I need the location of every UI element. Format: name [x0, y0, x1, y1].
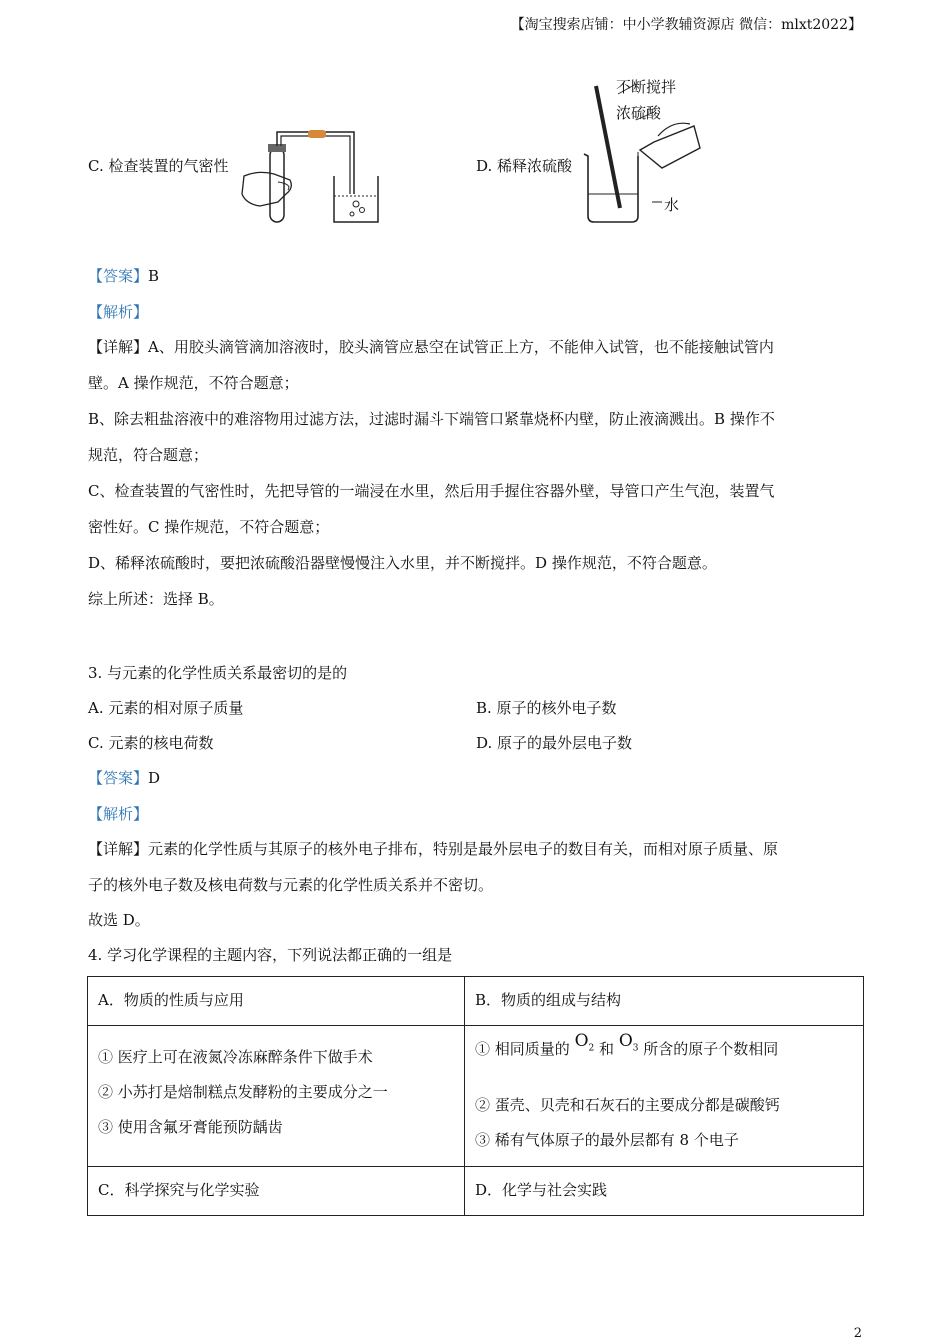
answer-tag: 【答案】 [88, 769, 149, 787]
q4-cell-d-title: D．化学与社会实践 [465, 1167, 864, 1216]
q3-detail-line-1 [88, 839, 778, 859]
answer-tag: 【答案】 [88, 267, 149, 285]
q2-detail-line-2: 壁。A 操作规范，不符合题意； [88, 374, 299, 392]
store-header: 【淘宝搜索店铺：中小学教辅资源店 微信：mlxt2022】 [510, 17, 862, 33]
q2-detail-line-7: D、稀释浓硫酸时，要把浓硫酸沿器壁慢慢注入水里，并不断搅拌。D 操作规范，不符合题意。 [88, 554, 717, 572]
subscript-3: 3 [632, 1043, 639, 1054]
q4-a-item-2: ② 小苏打是焙制糕点发酵粉的主要成分之一 [98, 1083, 388, 1101]
oxygen-symbol: O [618, 1031, 633, 1051]
oxygen-symbol: O [574, 1031, 589, 1051]
q3-option-d: D. 原子的最外层电子数 [476, 734, 633, 752]
q3-detail-line-2: 子的核外电子数及核电荷数与元素的化学性质关系并不密切。 [88, 876, 494, 894]
q4-options-table [87, 976, 864, 1216]
q4-cell-b-body [465, 1026, 864, 1167]
answer-value: D [148, 769, 161, 787]
q3-analysis-tag: 【解析】 [88, 805, 149, 823]
q4-b-item-1 [475, 1031, 779, 1061]
b-item1-prefix: ① 相同质量的 [475, 1040, 570, 1058]
detail-tag: 【详解】 [88, 840, 149, 858]
q4-b-item-3: ③ 稀有气体原子的最外层都有 8 个电子 [475, 1131, 739, 1149]
q4-cell-a-title: A．物质的性质与应用 [88, 977, 465, 1026]
q3-option-b: B. 原子的核外电子数 [476, 699, 617, 717]
q3-answer [88, 768, 160, 788]
q2-detail-line-6: 密性好。C 操作规范，不符合题意； [88, 518, 330, 536]
q4-a-item-1: ① 医疗上可在液氮冷冻麻醉条件下做手术 [98, 1048, 373, 1066]
page-number: 2 [853, 1326, 862, 1341]
answer-value: B [148, 267, 160, 285]
option-d-label: D. 稀释浓硫酸 [476, 157, 573, 175]
analysis-tag: 【解析】 [88, 303, 149, 321]
q4-b-item-2: ② 蛋壳、贝壳和石灰石的主要成分都是碳酸钙 [475, 1096, 780, 1114]
q3-conclusion: 故选 D。 [88, 911, 150, 929]
q4-cell-b-title: B．物质的组成与结构 [465, 977, 864, 1026]
q4-a-item-3: ③ 使用含氟牙膏能预防龋齿 [98, 1118, 283, 1136]
detail-tag: 【详解】 [88, 338, 149, 356]
acid-label: 浓硫酸 [616, 104, 662, 122]
o2-formula [575, 1031, 595, 1053]
airtightness-apparatus-figure [240, 124, 388, 226]
water-label: 水 [664, 196, 680, 214]
detail-text: A、用胶头滴管滴加溶液时，胶头滴管应悬空在试管正上方，不能伸入试管，也不能接触试管内 [148, 338, 774, 356]
subscript-2: 2 [588, 1043, 595, 1054]
stir-label: 不断搅拌 [616, 78, 677, 96]
q2-detail-line-5: C、检查装置的气密性时，先把导管的一端浸在水里，然后用手握住容器外壁，导管口产生气泡，装置气 [88, 482, 775, 500]
q4-cell-a-body [88, 1026, 465, 1167]
q3-option-c: C. 元素的核电荷数 [88, 734, 214, 752]
b-item1-suffix: 所含的原子个数相同 [643, 1040, 779, 1058]
q3-stem: 3. 与元素的化学性质关系最密切的是的 [88, 664, 348, 682]
detail-text: 元素的化学性质与其原子的核外电子排布，特别是最外层电子的数目有关，而相对原子质量、原 [148, 840, 779, 858]
q2-detail-line-4: 规范，符合题意； [88, 446, 209, 464]
q2-conclusion: 综上所述：选择 B。 [88, 590, 224, 608]
q2-answer [88, 266, 159, 286]
q2-detail-line-1 [88, 337, 774, 357]
q2-detail-line-3: B、除去粗盐溶液中的难溶物用过滤方法，过滤时漏斗下端管口紧靠烧杯内壁，防止液滴溅出。B 操作不 [88, 410, 775, 428]
q4-stem: 4. 学习化学课程的主题内容，下列说法都正确的一组是 [88, 946, 453, 964]
dilute-sulfuric-acid-figure [578, 76, 708, 224]
q4-cell-c-title: C．科学探究与化学实验 [88, 1167, 465, 1216]
o3-formula [619, 1031, 639, 1053]
option-c-label: C. 检查装置的气密性 [88, 157, 229, 175]
q3-option-a: A. 元素的相对原子质量 [88, 699, 244, 717]
b-item1-mid: 和 [599, 1040, 615, 1058]
